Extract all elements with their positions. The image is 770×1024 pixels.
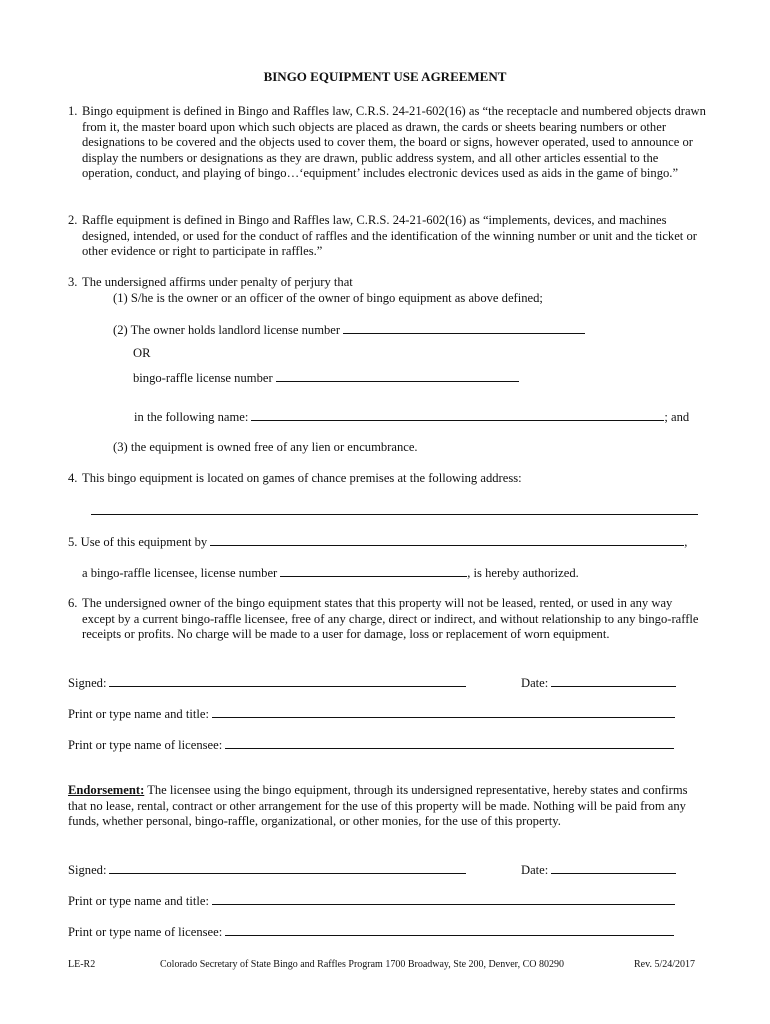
licensee-date-field[interactable] bbox=[551, 862, 676, 874]
licensee-name-label: Print or type name of licensee: bbox=[68, 738, 223, 752]
paragraph-number: 6. bbox=[68, 596, 78, 610]
paragraph-6 bbox=[68, 596, 708, 643]
paragraph-number: 2. bbox=[68, 213, 78, 227]
paragraph-5 bbox=[68, 534, 687, 551]
premises-address-field[interactable] bbox=[91, 514, 698, 515]
or-label: OR bbox=[133, 346, 151, 360]
owner-name-field[interactable] bbox=[251, 409, 664, 421]
owner-signed-row bbox=[68, 675, 466, 692]
endorsement-paragraph bbox=[68, 783, 708, 830]
paragraph-number: 3. bbox=[68, 275, 78, 289]
paragraph-text: Raffle equipment is defined in Bingo and Raffles law, C.R.S. 24-21-602(16) as “implements, devices, and machines designed, intended, or used for the conduct of raffles and the identification of the winning number or unit and the ticket or other evidence or right to participate in raffles.” bbox=[82, 213, 697, 259]
licensee-number-label: a bingo-raffle licensee, license number bbox=[82, 566, 278, 580]
affirmation-item-1: (1) S/he is the owner or an officer of the owner of bingo equipment as above defined; bbox=[113, 291, 543, 305]
owner-date-row bbox=[521, 675, 676, 692]
signed-label: Signed: bbox=[68, 676, 107, 690]
endorsement-heading: Endorsement: bbox=[68, 783, 145, 797]
paragraph-3 bbox=[68, 275, 708, 291]
bingo-raffle-license-number-field[interactable] bbox=[276, 370, 519, 382]
licensee-date-row bbox=[521, 862, 676, 879]
signed-label: Signed: bbox=[68, 863, 107, 877]
name-title-label: Print or type name and title: bbox=[68, 894, 209, 908]
bingo-raffle-license-row bbox=[133, 370, 519, 387]
endorsement-text: The licensee using the bingo equipment, through its undersigned representative, hereby states and confirms that no lease, rental, contract or other arrangement for the use of this property will be made. Nothing will be paid from any funds, whether personal, bingo-raffle, organizational, or other monies, for the use of this property. bbox=[68, 783, 688, 829]
date-label: Date: bbox=[521, 863, 549, 877]
equipment-user-field[interactable] bbox=[210, 534, 684, 546]
revision-date: Rev. 5/24/2017 bbox=[634, 959, 696, 970]
landlord-license-label: (2) The owner holds landlord license number bbox=[113, 323, 341, 337]
bingo-raffle-license-label: bingo-raffle license number bbox=[133, 371, 273, 385]
paragraph-4 bbox=[68, 471, 708, 487]
comma: , bbox=[684, 535, 688, 549]
date-label: Date: bbox=[521, 676, 549, 690]
paragraph-text: This bingo equipment is located on games of chance premises at the following address: bbox=[82, 471, 522, 485]
and-label: ; and bbox=[664, 410, 690, 424]
owner-name-title-row bbox=[68, 706, 675, 723]
licensee-signed-row bbox=[68, 862, 466, 879]
paragraph-text: The undersigned affirms under penalty of perjury that bbox=[82, 275, 353, 289]
owner-signature-field[interactable] bbox=[109, 675, 466, 687]
program-address: Colorado Secretary of State Bingo and Raffles Program 1700 Broadway, Ste 200, Denver, CO 80290 bbox=[160, 959, 564, 970]
owner-date-field[interactable] bbox=[551, 675, 676, 687]
landlord-license-number-field[interactable] bbox=[343, 322, 585, 334]
paragraph-number: 4. bbox=[68, 471, 78, 485]
licensee-licensee-name-field[interactable] bbox=[225, 924, 674, 936]
paragraph-1 bbox=[68, 104, 708, 182]
owner-licensee-name-row bbox=[68, 737, 674, 754]
authorized-label: , is hereby authorized. bbox=[467, 566, 579, 580]
licensee-name-title-field[interactable] bbox=[212, 893, 675, 905]
paragraph-number: 1. bbox=[68, 104, 78, 118]
paragraph-number: 5. bbox=[68, 535, 78, 549]
name-title-label: Print or type name and title: bbox=[68, 707, 209, 721]
affirmation-item-2 bbox=[113, 322, 585, 339]
following-name-row bbox=[134, 409, 689, 426]
owner-name-title-field[interactable] bbox=[212, 706, 675, 718]
licensee-licensee-name-row bbox=[68, 924, 674, 941]
document-title: BINGO EQUIPMENT USE AGREEMENT bbox=[263, 69, 507, 84]
use-by-label: Use of this equipment by bbox=[80, 535, 208, 549]
licensee-name-title-row bbox=[68, 893, 675, 910]
affirmation-item-3: (3) the equipment is owned free of any lien or encumbrance. bbox=[113, 440, 418, 454]
following-name-label: in the following name: bbox=[134, 410, 249, 424]
licensee-name-label: Print or type name of licensee: bbox=[68, 925, 223, 939]
paragraph-2 bbox=[68, 213, 708, 260]
licensee-number-row bbox=[82, 565, 579, 582]
owner-licensee-name-field[interactable] bbox=[225, 737, 674, 749]
paragraph-text: Bingo equipment is defined in Bingo and Raffles law, C.R.S. 24-21-602(16) as “the receptacle and numbered objects drawn from it, the master board upon which such objects are placed as drawn, the cards or sheets bearing numbers or other designations to be covered and the objects used to cover them, the board or signs, however operated, used to announce or display the numbers or designations as they are drawn, public address system, and all other articles essential to the operation, conduct, and playing of bingo…‘equipment’ includes electronic devices used as aids in the game of bingo.” bbox=[82, 104, 706, 181]
form-id: LE-R2 bbox=[68, 959, 96, 970]
licensee-number-field[interactable] bbox=[280, 565, 467, 577]
paragraph-text: The undersigned owner of the bingo equipment states that this property will not be leased, rented, or used in any way except by a current bingo-raffle licensee, free of any charge, direct or indirect, and without relationship to any bingo-raffle receipts or profits. No charge will be made to a user for damage, loss or replacement of worn equipment. bbox=[82, 596, 699, 642]
licensee-signature-field[interactable] bbox=[109, 862, 466, 874]
